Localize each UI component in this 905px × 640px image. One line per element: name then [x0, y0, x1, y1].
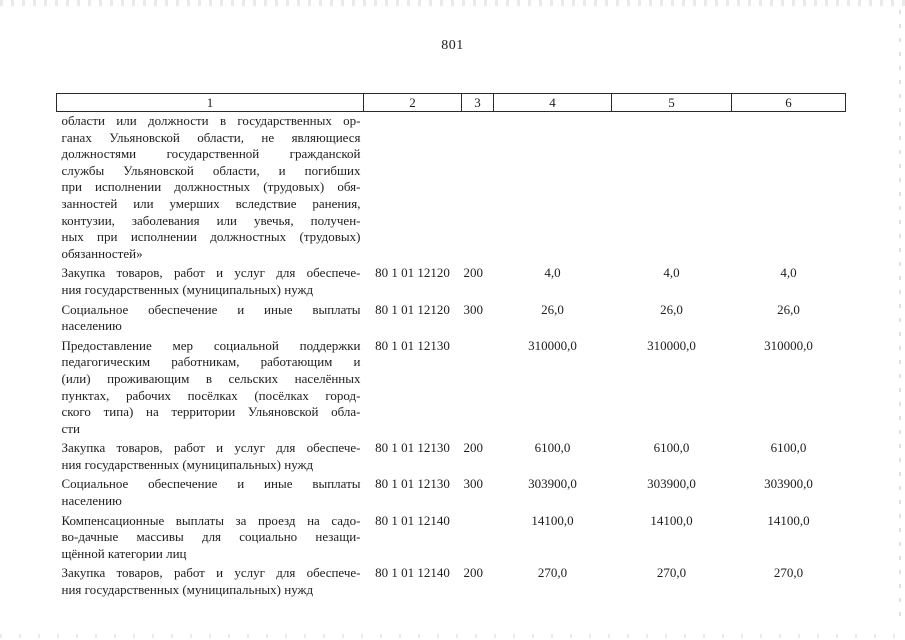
description-line: (или) проживающим в сельских населённых	[61, 370, 361, 386]
description-line: Предоставление мер социальной поддержки	[61, 337, 361, 353]
target-article-code: 80 1 01 12130	[375, 476, 450, 492]
table-row	[57, 437, 846, 473]
amount-year-2: 270,0	[656, 565, 687, 581]
column-header-4: 4	[494, 94, 612, 112]
amount-year-3: 14100,0	[767, 512, 810, 528]
description-line: службы Ульяновской области, и погибших	[61, 162, 361, 178]
description-line: во-дачные массивы для социально незащи-	[61, 529, 361, 545]
row-description	[57, 473, 364, 509]
target-article-code: 80 1 01 12120	[375, 265, 450, 281]
table-row	[57, 562, 846, 598]
description-line: ния государственных (муниципальных) нужд	[61, 582, 314, 598]
column-header-1: 1	[57, 94, 364, 112]
row-description	[57, 335, 364, 438]
description-line: должностями государственной гражданской	[61, 146, 361, 162]
amount-year-2: 14100,0	[650, 512, 693, 528]
description-line: населению	[61, 318, 122, 334]
description-line: занностей или умерших вследствие ранения,	[61, 195, 361, 211]
table-row	[57, 112, 846, 263]
amount-year-1: 270,0	[537, 565, 568, 581]
description-line: пунктах, рабочих посёлках (посёлках город-	[61, 387, 361, 403]
amount-year-2	[612, 112, 732, 263]
description-line: Социальное обеспечение и иные выплаты	[61, 476, 361, 492]
description-line: сти	[61, 420, 80, 436]
row-description	[57, 299, 364, 335]
scan-edge-bottom	[0, 634, 905, 638]
column-header-3: 3	[462, 94, 494, 112]
row-description	[57, 510, 364, 563]
description-line: при исполнении должностных (трудовых) обя-	[61, 179, 361, 195]
expense-type-code: 300	[463, 301, 483, 317]
description-line: ных при исполнении должностных (трудовых)	[61, 229, 361, 245]
amount-year-1: 303900,0	[528, 476, 577, 492]
expense-type-code: 200	[463, 440, 483, 456]
description-line: обязанностей»	[61, 245, 143, 261]
description-line: контузии, заболевания или увечья, получен-	[61, 212, 361, 228]
target-article-code: 80 1 01 12120	[375, 301, 450, 317]
row-description	[57, 112, 364, 263]
expense-type-code	[462, 335, 494, 438]
expense-type-code: 200	[463, 265, 483, 281]
amount-year-2: 6100,0	[653, 440, 690, 456]
amount-year-3: 303900,0	[764, 476, 813, 492]
description-line: области или должности в государственных ор-	[61, 113, 361, 128]
amount-year-3: 6100,0	[770, 440, 807, 456]
column-header-2: 2	[364, 94, 462, 112]
description-line: Компенсационные выплаты за проезд на садо-	[61, 512, 361, 528]
description-line: Закупка товаров, работ и услуг для обеспече-	[61, 265, 361, 281]
amount-year-3: 310000,0	[764, 337, 813, 353]
expense-type-code	[462, 510, 494, 563]
amount-year-2: 303900,0	[647, 476, 696, 492]
scan-edge-top	[0, 0, 905, 6]
table-row	[57, 262, 846, 298]
amount-year-2: 26,0	[660, 301, 683, 317]
description-line: Закупка товаров, работ и услуг для обеспече-	[61, 565, 361, 581]
expense-type-code: 300	[463, 476, 483, 492]
table-row	[57, 335, 846, 438]
row-description	[57, 437, 364, 473]
description-line: Социальное обеспечение и иные выплаты	[61, 301, 361, 317]
column-header-6: 6	[732, 94, 846, 112]
amount-year-1: 26,0	[541, 301, 564, 317]
description-line: ния государственных (муниципальных) нужд	[61, 281, 314, 297]
amount-year-1: 4,0	[544, 265, 561, 281]
table-row	[57, 510, 846, 563]
page-number: 801	[441, 38, 464, 53]
amount-year-1: 14100,0	[531, 512, 574, 528]
row-description	[57, 562, 364, 598]
amount-year-3: 4,0	[780, 265, 797, 281]
description-line: ния государственных (муниципальных) нужд	[61, 456, 314, 472]
target-article-code: 80 1 01 12140	[375, 565, 450, 581]
amount-year-2: 310000,0	[647, 337, 696, 353]
amount-year-1: 6100,0	[534, 440, 571, 456]
target-article-code: 80 1 01 12130	[375, 337, 450, 353]
amount-year-3: 270,0	[773, 565, 804, 581]
scan-edge-right	[899, 10, 901, 620]
description-line: населению	[61, 493, 122, 509]
target-article-code	[364, 112, 462, 263]
budget-table	[56, 93, 846, 599]
amount-year-1	[494, 112, 612, 263]
description-line: щённой категории лиц	[61, 545, 187, 561]
table-row	[57, 473, 846, 509]
amount-year-2: 4,0	[663, 265, 680, 281]
amount-year-3	[732, 112, 846, 263]
target-article-code: 80 1 01 12140	[375, 512, 450, 528]
expense-type-code: 200	[463, 565, 483, 581]
description-line: ского типа) на территории Ульяновской обла-	[61, 404, 361, 420]
column-header-5: 5	[612, 94, 732, 112]
table-row	[57, 299, 846, 335]
row-description	[57, 262, 364, 298]
description-line: Закупка товаров, работ и услуг для обеспече-	[61, 440, 361, 456]
target-article-code: 80 1 01 12130	[375, 440, 450, 456]
description-line: ганах Ульяновской области, не являющиеся	[61, 129, 361, 145]
table-header-row	[57, 94, 846, 112]
amount-year-3: 26,0	[777, 301, 800, 317]
description-line: педагогическим работникам, работающим и	[61, 354, 361, 370]
expense-type-code	[462, 112, 494, 263]
amount-year-1: 310000,0	[528, 337, 577, 353]
